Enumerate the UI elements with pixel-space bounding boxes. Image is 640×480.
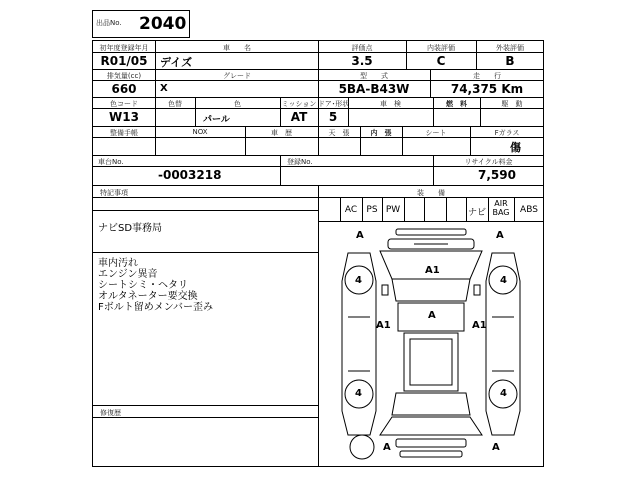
mark-right-side: A1 <box>472 320 487 331</box>
history-label: 車 歴 <box>271 129 292 137</box>
model-label: 型 式 <box>360 72 388 80</box>
color-code-label: 色コード <box>110 100 138 108</box>
mileage-value: 74,375 Km <box>450 82 524 96</box>
nox-label: NOX <box>192 128 208 136</box>
inner-lining-label: 内 張 <box>370 129 392 137</box>
mark-right-rear-tire: 4 <box>500 388 507 399</box>
equip-navi: ナビ <box>467 208 486 218</box>
color-code-value: W13 <box>109 110 139 124</box>
mark-front-left: A <box>356 230 364 241</box>
reg-label: 初年度登録年月 <box>99 44 149 52</box>
displacement-label: 排気量(cc) <box>106 72 142 80</box>
recycle-value: 7,590 <box>478 168 516 182</box>
recycle-label: リサイクル料金 <box>464 158 513 166</box>
seat-label: シート <box>425 129 447 137</box>
grade-label: グレード <box>223 72 251 80</box>
model-value: 5BA-B43W <box>338 82 410 96</box>
mark-left-front-tire: 4 <box>355 275 362 286</box>
mark-front-right: A <box>496 230 504 241</box>
notes-label: 特記事項 <box>100 189 128 197</box>
notes-line-5: Fボルト留めメンバー歪み <box>98 302 214 313</box>
glass-label: Fガラス <box>494 129 520 137</box>
color-value: パール <box>203 115 230 125</box>
lot-number: 2040 <box>139 14 187 34</box>
repair-label: 修復歴 <box>100 409 121 417</box>
chassis-value: -0003218 <box>158 168 222 182</box>
mark-rear-left: A <box>383 442 391 453</box>
regno-label: 登録No. <box>287 158 313 166</box>
equip-pw: PW <box>385 205 401 215</box>
lot-box <box>92 10 190 38</box>
fuel-label: 燃 料 <box>446 100 467 108</box>
chassis-label: 車台No. <box>98 158 124 166</box>
color-label: 色 <box>234 100 241 108</box>
notes-line-1: 車内汚れ <box>98 258 138 269</box>
mission-label: ミッション <box>281 100 317 108</box>
glass-value: 傷 <box>510 141 521 154</box>
notes-line-2: エンジン異音 <box>98 269 158 280</box>
door-value: 5 <box>328 110 338 124</box>
grade-value: X <box>160 83 168 94</box>
color-change-label: 色替 <box>168 100 182 108</box>
mark-roof: A1 <box>425 265 440 276</box>
score-label: 評価点 <box>351 44 373 52</box>
car-diagram <box>318 221 544 467</box>
name-label: 車 名 <box>223 44 251 52</box>
lot-label: 出品No. <box>96 19 122 27</box>
capacity-label: 車 検 <box>380 100 401 108</box>
score-value: 3.5 <box>351 54 373 68</box>
notes-text: ナビSD事務局 <box>98 223 163 234</box>
equip-ac: AC <box>344 205 358 215</box>
equip-airbag: AIR BAG <box>492 199 510 217</box>
reg-value: R01/05 <box>100 54 148 68</box>
mission-value: AT <box>290 110 308 124</box>
notes-line-3: シートシミ・ヘタリ <box>98 280 188 291</box>
equip-ps: PS <box>366 205 378 215</box>
exterior-score-label: 外装評価 <box>496 44 524 52</box>
notes-line-4: オルタネーター要交換 <box>98 291 198 302</box>
manual-label: 整備手帳 <box>110 129 138 137</box>
exterior-score-value: B <box>505 54 515 68</box>
mark-center: A <box>428 310 436 321</box>
door-label: ドア･形状 <box>318 100 350 108</box>
mark-rear-right: A <box>492 442 500 453</box>
mark-left-side: A1 <box>376 320 391 331</box>
roof-label: 天 張 <box>328 129 350 137</box>
interior-score-value: C <box>436 54 446 68</box>
mark-right-front-tire: 4 <box>500 275 507 286</box>
displacement-value: 660 <box>111 82 137 96</box>
mark-left-rear-tire: 4 <box>355 388 362 399</box>
mileage-label: 走 行 <box>473 72 501 80</box>
equipment-label: 装 備 <box>417 189 445 197</box>
interior-score-label: 内装評価 <box>427 44 455 52</box>
drive-label: 駆 動 <box>501 100 523 108</box>
equip-abs: ABS <box>520 205 538 215</box>
name-value: デイズ <box>160 56 193 69</box>
